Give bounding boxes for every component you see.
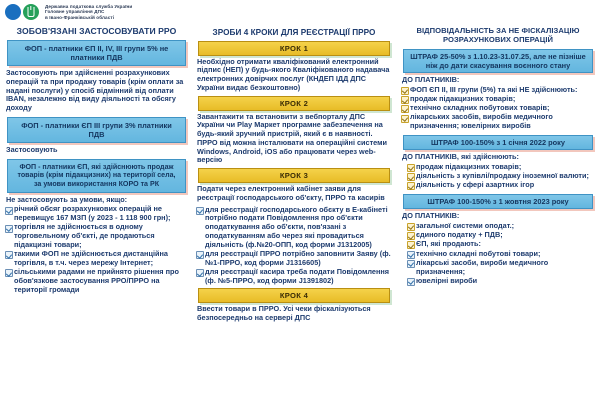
list-item [5,223,188,249]
list-item [5,205,188,223]
org-line-1: Державна податкова служба України [45,4,133,9]
column-obligated-to-use-rro [0,26,192,400]
list-item [5,268,188,294]
step-1-banner: КРОК 1 [198,41,390,56]
item-text: продаж підакцизних товарів; [416,161,522,171]
item-text: діяльність у сфері азартних ігор [416,180,535,190]
check-icon [401,105,409,113]
condition-text: річний обсяг розрахункових операцій не перевищує 167 МЗП (у 2023 - 1 118 900 грн); [14,204,171,223]
right-column-title: ВІДПОВІДАЛЬНІСТЬ ЗА НЕ ФІСКАЛІЗАЦІЮ РОЗРАХУНКОВИХ ОПЕРАЦІЙ [416,26,580,44]
penalty-3-lead: ДО ПЛАТНИКІВ: [402,211,460,221]
list-item [401,277,595,286]
step-3-banner: КРОК 3 [198,168,390,183]
list-item [5,250,188,268]
left-lead-not-applies: Не застосовують за умови, якщо: [6,194,128,204]
condition-text: сільськими радами не прийнято рішення про обов'язкове застосування РРО/ПРРО на території громади [14,267,179,294]
subitem-text: ювелірні вироби [416,275,478,285]
middle-column-title: ЗРОБИ 4 КРОКИ ДЛЯ РЕЄСТРАЦІЇ ПРРО [212,28,376,37]
list-item [401,181,595,190]
check-icon [401,87,409,95]
penalty-banner-2: ШТРАФ 100-150% з 1 січня 2022 року [403,135,593,150]
penalty-2-lead: ДО ПЛАТНИКІВ, які здійснюють: [402,152,519,161]
list-item [196,206,392,250]
list-item [401,113,595,131]
subitem-text: лікарські засоби, вироби медичного призначення; [416,257,549,276]
step-1-text: Необхідно отримати кваліфікований електронний підпис (НЕП) у будь-якого Кваліфікованого надавача електронних довірчих послуг (КНДЕП ІДД ДПС України видає безкоштовно) [197,56,390,92]
check-icon [407,260,415,268]
step-3-bullets [196,206,392,286]
check-icon [407,173,415,181]
check-icon [5,269,13,277]
step-2-text: Завантажити та встановити з вебпорталу ДПС України чи Play Маркет програмне забезпечення на будь-який зручний пристрій, який є в наявності. ПРРО від можна інсталювати на операційні системи Windows, Android, iOS або працювати через web-версію [197,111,388,165]
penalty-1-list [401,86,595,131]
org-line-2: Головне управління ДПС [45,9,105,15]
list-item [196,268,392,286]
check-icon [401,115,409,123]
left-column-title: ЗОБОВ'ЯЗАНІ ЗАСТОСОВУВАТИ РРО [16,26,177,36]
item-text: продаж підакцизних товарів; [410,93,516,103]
penalty-3-list [401,222,595,249]
column-liability [397,26,600,400]
check-icon [196,251,204,259]
item-text: ФОП ЄП II, III групи (5%) та які НЕ здійснюють: [410,84,578,94]
check-icon [407,278,415,286]
check-icon [5,225,13,233]
bullet-text: для реєстрації господарського обєкту в Е-кабінеті потрібно подати Повідомлення про об'єкти оподаткування або об'єкти, пов'язані з оподаткуванням або через які провадиться діяльність (ф.№20-ОПП, код форми J1312005) [205,204,388,249]
left-lead-applies: Застосовують [6,145,58,155]
penalty-3-sublist [401,250,595,286]
left-callout-group-2: ФОП - платники ЄП III групи 3% платники ПДВ [7,117,186,143]
logo-blue-circle-icon [5,4,21,20]
left-callout-group-3: ФОП - платники ЄП, які здійснюють продаж товарів (крім підакцизних) на території села, за умови використання КОРО та РК [7,159,186,193]
penalty-banner-3: ШТРАФ 100-150% з 1 жовтня 2023 року [403,194,593,209]
step-4-banner: КРОК 4 [198,288,390,303]
bullet-text: для реєстрації ПРРО потрібно заповнити Заяву (ф. №1-ПРРО, код форми J1316605) [205,248,391,267]
check-icon [196,269,204,277]
item-text: лікарських засобів, виробів медичного призначення; ювелірних виробів [410,112,553,131]
item-text: технічно складних побутових товарів; [410,103,550,113]
org-line-3: в Івано-Франківській області [45,14,115,20]
logo-green-trident-icon [23,4,39,20]
check-icon [401,96,409,104]
condition-text: торгівля не здійснюється в одному торговельному об'єкті, де продаються підакцизні товари; [14,222,155,249]
penalty-1-lead: ДО ПЛАТНИКІВ: [402,74,460,84]
check-icon [196,207,204,215]
item-text: діяльність з купівлі/продажу іноземної валюти; [416,171,589,180]
item-text: загальної системи оподат.; [416,220,515,230]
check-icon [407,232,415,240]
step-2-banner: КРОК 2 [198,96,390,111]
masthead [0,0,600,26]
item-text: єдиного податку + ПДВ; [416,230,503,240]
bullet-text: для реєстрації касира треба подати Повідомлення (ф. №5-ПРРО, код форми J1391802) [205,266,390,285]
subitem-text: технічно складні побутові товари; [416,248,541,258]
check-icon [407,164,415,172]
check-icon [407,251,415,259]
organization-name [45,3,132,20]
step-3-text: Подати через електронний кабінет заяви для реєстрації господарського об'єкту, ПРРО та касирів [197,184,385,202]
step-4-text: Ввести товари в ПРРО. Усі чеки фіскалізуються безпосередньо на сервері ДПС [197,304,371,323]
penalty-banner-1: ШТРАФ 25-50% з 1.10.23-31.07.25, але не пізніше ніж до дати скасування воєнного стану [403,49,593,73]
check-icon [407,223,415,231]
check-icon [407,241,415,249]
tax-service-logo [5,4,39,20]
list-item [401,259,595,277]
left-callout-group-1: ФОП - платники ЄП II, IV, III групи 5% не платники ПДВ [7,40,186,66]
check-icon [5,207,13,215]
penalty-2-list [401,163,595,190]
check-icon [5,251,13,259]
left-conditions-list [5,205,188,294]
check-icon [407,182,415,190]
item-text: ЄП, які продають: [416,239,481,249]
column-registration-steps [192,26,397,400]
list-item [196,250,392,268]
condition-text: такими ФОП не здійснюється дистанційна торгівля, в т.ч. через мережу Інтернет; [14,249,168,267]
columns-container [0,26,600,400]
left-paragraph-1: Застосовують при здійсненні розрахункових операцій та при продажу товарів (крім оплати за надані послуги) у спосіб відмінний від оплати IBAN, незалежно від виду діяльності та обсягу доходу [6,68,184,113]
